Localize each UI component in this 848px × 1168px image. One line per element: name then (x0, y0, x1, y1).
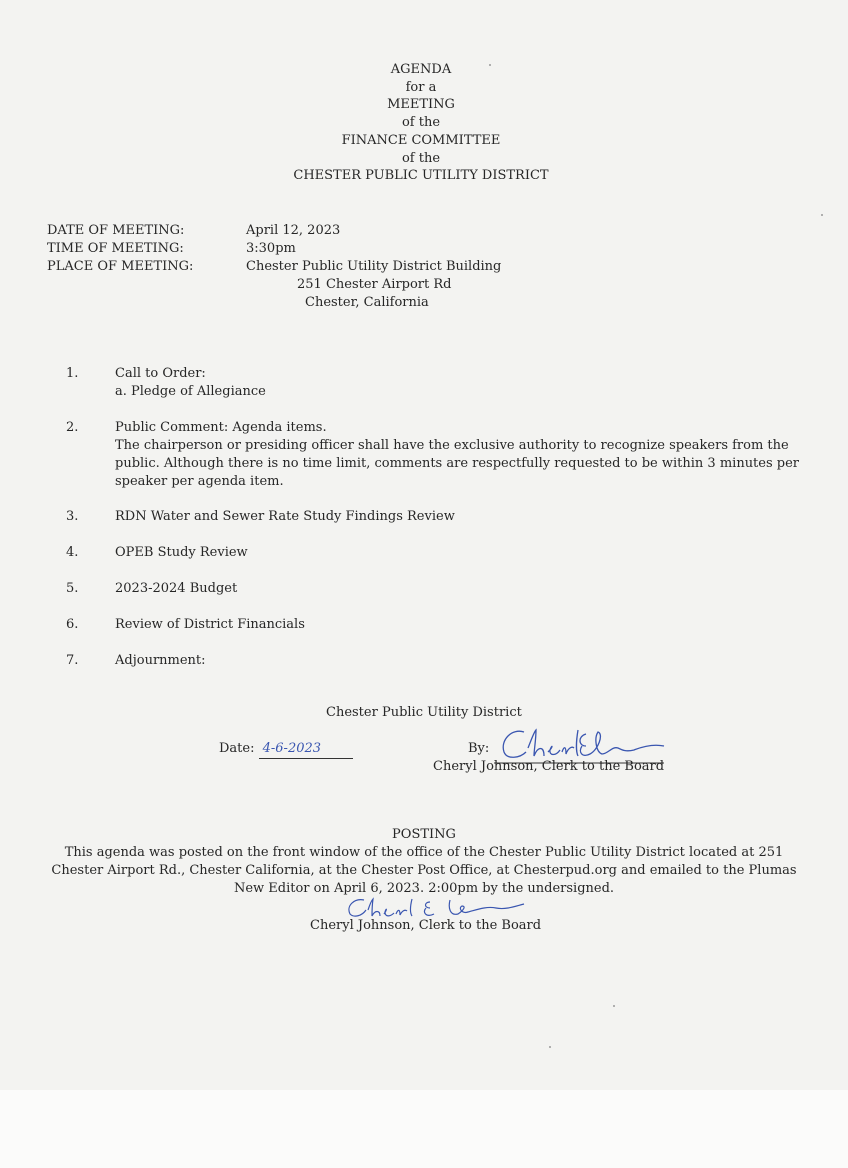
district-name: Chester Public Utility District (326, 705, 522, 720)
item-title: 2023-2024 Budget (115, 581, 238, 596)
meeting-time: 3:30pm (246, 241, 296, 256)
signed-by (468, 740, 489, 758)
posting-section (40, 826, 808, 898)
meeting-place: Chester Public Utility District Building (246, 259, 502, 274)
meeting-labels (47, 222, 193, 276)
meeting-date: April 12, 2023 (246, 223, 341, 238)
time-label: TIME OF MEETING: (47, 241, 184, 256)
item-title: OPEB Study Review (115, 545, 248, 560)
item-number: 3. (66, 509, 79, 524)
scan-margin (0, 1090, 848, 1168)
heading-line: for a (405, 79, 437, 95)
heading-line: CHESTER PUBLIC UTILITY DISTRICT (293, 168, 549, 184)
scan-speck (613, 1005, 615, 1007)
heading-line: of the (401, 115, 441, 131)
agenda-heading (260, 61, 582, 185)
date-label: DATE OF MEETING: (47, 223, 185, 238)
place-label: PLACE OF MEETING: (47, 259, 194, 274)
item-title: Call to Order: (115, 366, 206, 381)
date-label: Date: (219, 741, 255, 756)
meeting-city: Chester, California (305, 295, 429, 310)
posting-title: POSTING (392, 827, 456, 842)
item-title: RDN Water and Sewer Rate Study Findings Review (115, 509, 455, 524)
item-subitem: a. Pledge of Allegiance (115, 384, 266, 399)
item-title: Adjournment: (115, 653, 206, 668)
scan-speck (549, 1046, 551, 1048)
scan-speck (821, 214, 823, 216)
item-text: public. Although there is no time limit, comments are respectfully requested to be within 3 minutes per (115, 456, 800, 471)
item-title: Public Comment: Agenda items. (115, 420, 327, 435)
item-text: The chairperson or presiding officer shall have the exclusive authority to recognize speakers from the (115, 438, 789, 453)
item-title: Review of District Financials (115, 617, 305, 632)
handwritten-date: 4-6-2023 (259, 740, 353, 759)
signer-name: Cheryl Johnson, Clerk to the Board (433, 759, 665, 774)
by-label: By: (468, 741, 490, 756)
heading-line: MEETING (387, 97, 455, 113)
item-number: 4. (66, 545, 79, 560)
item-number: 1. (66, 366, 79, 381)
posting-signer: Cheryl Johnson, Clerk to the Board (310, 918, 542, 933)
heading-line: of the (401, 150, 441, 166)
item-number: 5. (66, 581, 79, 596)
scan-speck (489, 64, 491, 66)
posting-text: Chester Airport Rd., Chester California, at the Chester Post Office, at Chesterpud.org and emailed to the Plumas (51, 863, 797, 878)
item-number: 6. (66, 617, 79, 632)
signature-date (219, 740, 353, 759)
heading-line: AGENDA (390, 62, 452, 77)
item-text: speaker per agenda item. (115, 474, 284, 489)
meeting-values (246, 222, 501, 312)
item-number: 2. (66, 420, 79, 435)
meeting-address: 251 Chester Airport Rd (297, 277, 452, 292)
posting-text: This agenda was posted on the front window of the office of the Chester Public Utility District located at 251 (64, 845, 784, 860)
posting-text: New Editor on April 6, 2023. 2:00pm by the undersigned. (233, 881, 615, 896)
item-number: 7. (66, 653, 79, 668)
heading-line: FINANCE COMMITTEE (341, 132, 501, 148)
